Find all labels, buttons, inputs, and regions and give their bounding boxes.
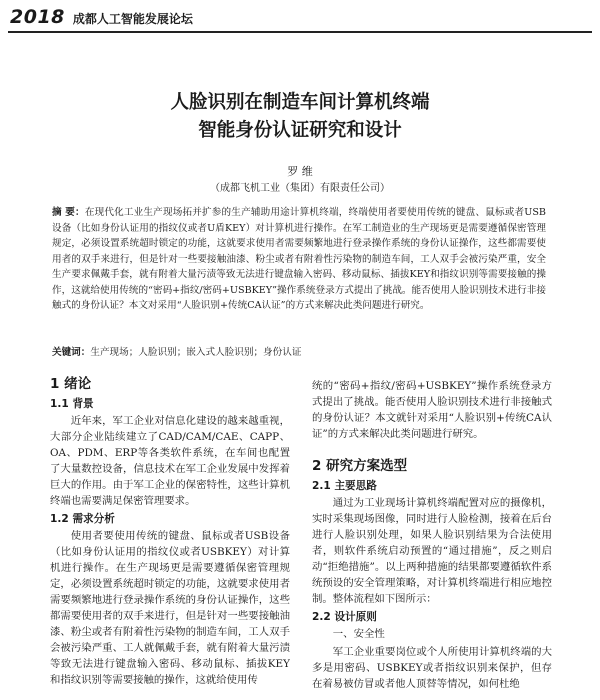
paper-title-line-2: 智能身份认证研究和设计 (198, 120, 402, 141)
abstract (52, 205, 546, 355)
subsection-1-2-heading: 1.2 需求分析 (50, 513, 115, 525)
keywords-label: 关键词： (52, 347, 91, 358)
running-header (10, 6, 193, 28)
keywords (52, 344, 546, 358)
abstract-label: 摘 要： (52, 207, 85, 218)
right-column (312, 378, 552, 698)
design-principle-1-label: 一、安全性 (332, 628, 385, 640)
subsection-1-1-paragraph: 近年来，军工企业对信息化建设的越来越重视，大部分企业陆续建立了CAD/CAM/CAE、CAPP、OA、PDM、ERP等各类软件系统，在车间也配置了大量数控设备，信息技术在军工企业发展中发挥着巨大的作用。由于军工企业的保密特性，这些计算机终端也需要满足保密管理要求。 (50, 415, 290, 507)
design-principle-1-paragraph: 军工企业重要岗位或个人所使用计算机终端的大多是用密码、USBKEY或者指纹识别来保护，但存在着易被仿冒或者他人顶替等情况，如何杜绝 (312, 646, 552, 690)
paper-author: 罗 维 (287, 165, 313, 178)
left-column (50, 374, 290, 698)
header-forum-name: 成都人工智能发展论坛 (72, 12, 193, 26)
abstract-text: 在现代化工业生产现场拓并扩参的生产辅助用途计算机终端，终端使用者要使用传统的键盘、鼠标或者USB设备（比如身份认证用的指纹仪或者U盾KEY）对计算机进行操作。在军工制造业的生产现场更是需要遵循保密管理规定，必须设置系统超时锁定的功能，这就要求使用者需要频繁地进行登录操作系统的身份认证操作，这些都需要使用者的双手来进行，但是针对一些要接触油漆、粉尘或者有附着性污染物的制造车间，工人双手会被污染严重，安全生产要求佩戴手套，就有附着大量污渍等致无法进行键盘输入密码、移动鼠标、插拔KEY和指纹识别等需要接触的操作，这就给使用传统的“密码+指纹/密码+USBKEY”操作系统登录方式提出了挑战。能否使用人脸识别技术进行非接触式的身份认证？本文对采用“人脸识别+传统CA认证”的方式来解决此类问题进行研究。 (52, 207, 546, 311)
paper-affiliation: （成都飞机工业（集团）有限责任公司） (210, 183, 390, 194)
header-year: 2018 (10, 6, 65, 28)
subsection-2-1-heading: 2.1 主要思路 (312, 480, 377, 492)
subsection-2-1-paragraph: 通过为工业现场计算机终端配置对应的摄像机，实时采集现场图像，同时进行人脸检测，接着在后台进行人脸识别处理，如果人脸识别结果为合法使用者，则软件系统启动预置的“通过措施”，反之则启动“拒绝措施”。以上两种措施的结果都要遵循软件系统预设的安全管理策略，对计算机终端进行相应地控制。整体流程如下图所示： (312, 497, 552, 605)
subsection-1-2-paragraph: 使用者要使用传统的键盘、鼠标或者USB设备（比如身份认证用的指纹仪或者USBKEY）对计算机进行操作。在生产现场更是需要遵循保密管理规定，必须设置系统超时锁定的功能，这就要求使用者需要频繁地进行登录操作系统的身份认证操作，这些都需要使用者的双手来进行，但是针对一些要接触油漆、粉尘或者有附着性污染物的制造车间，工人双手会被污染严重、工人就佩戴手套，就有附着大量污渍等致无法进行键盘输入密码、移动鼠标、插拔KEY和指纹识别等需要接触的操作，这就给使用传 (50, 530, 290, 686)
paper-title-line-1: 人脸识别在制造车间计算机终端 (170, 92, 430, 113)
section-1-heading: 1 绪论 (50, 376, 92, 392)
header-rule (8, 31, 592, 33)
continued-paragraph: 统的“密码+指纹/密码+USBKEY”操作系统登录方式提出了挑战。能否使用人脸识别技术进行非接触式的身份认证？本文就针对采用“人脸识别+传统CA认证”的方式来解决此类问题进行研究。 (312, 380, 552, 440)
section-2-heading: 2 研究方案选型 (312, 458, 408, 474)
subsection-1-1-heading: 1.1 背景 (50, 398, 94, 410)
keywords-text: 生产现场；人脸识别；嵌入式人脸识别；身份认证 (90, 347, 302, 358)
subsection-2-2-heading: 2.2 设计原则 (312, 611, 377, 623)
